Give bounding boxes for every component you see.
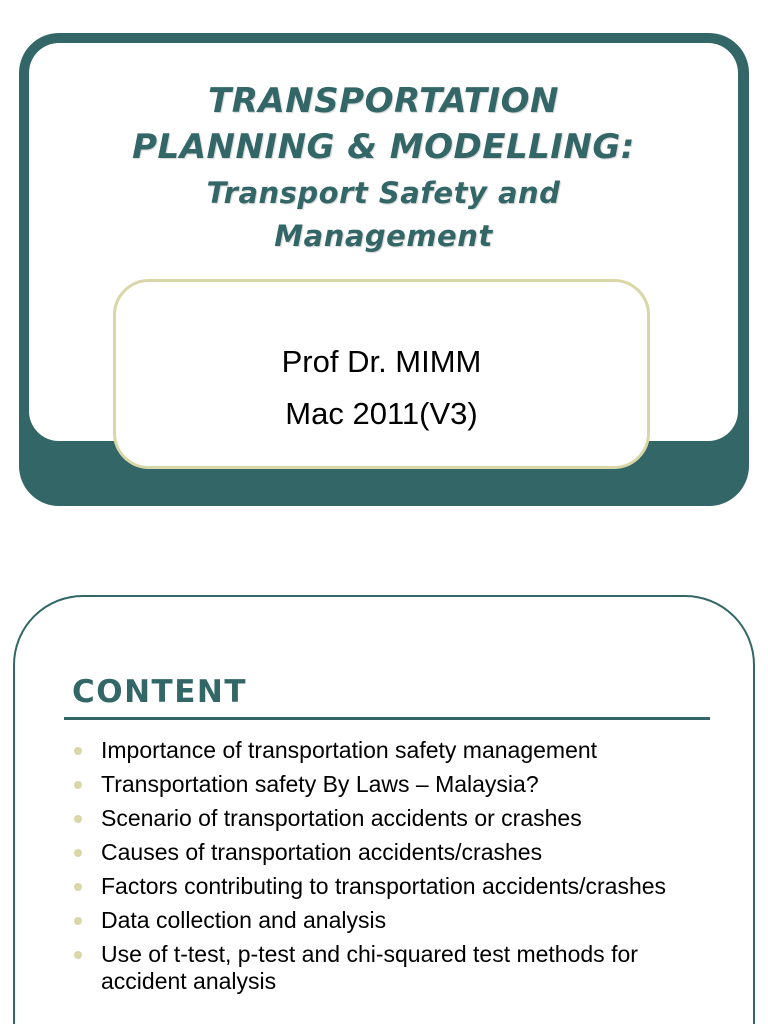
list-item-text: Importance of transportation safety management <box>101 737 598 763</box>
content-bullet-list <box>73 737 723 1002</box>
list-item-text: Use of t-test, p-test and chi-squared test methods for accident analysis <box>101 941 638 994</box>
heading-divider <box>64 717 710 720</box>
circle-bullet-icon <box>74 917 82 925</box>
presentation-date: Mac 2011(V3) <box>285 396 478 431</box>
author-name: Prof Dr. MIMM <box>281 344 482 379</box>
title-line-1: TRANSPORTATION <box>208 81 559 121</box>
list-item <box>73 805 723 832</box>
list-item-text: Transportation safety By Laws – Malaysia? <box>101 771 539 797</box>
list-item <box>73 907 723 934</box>
list-item-text: Causes of transportation accidents/crashes <box>101 839 543 865</box>
subtitle-line-1: Transport Safety and <box>206 176 561 210</box>
list-item <box>73 839 723 866</box>
circle-bullet-icon <box>74 883 82 891</box>
list-item <box>73 873 723 900</box>
author-box <box>113 279 650 469</box>
list-item-text: Scenario of transportation accidents or crashes <box>101 805 582 831</box>
title-line-2: PLANNING & MODELLING: <box>132 127 635 167</box>
list-item-text: Factors contributing to transportation accidents/crashes <box>101 873 667 899</box>
subtitle-line-2: Management <box>274 219 493 253</box>
list-item <box>73 771 723 798</box>
content-heading: CONTENT <box>72 674 247 710</box>
slide-title <box>29 78 738 258</box>
list-item-text: Data collection and analysis <box>101 907 387 933</box>
circle-bullet-icon <box>74 781 82 789</box>
list-item <box>73 737 723 764</box>
circle-bullet-icon <box>74 849 82 857</box>
circle-bullet-icon <box>74 815 82 823</box>
list-item <box>73 941 723 995</box>
circle-bullet-icon <box>74 951 82 959</box>
circle-bullet-icon <box>74 747 82 755</box>
